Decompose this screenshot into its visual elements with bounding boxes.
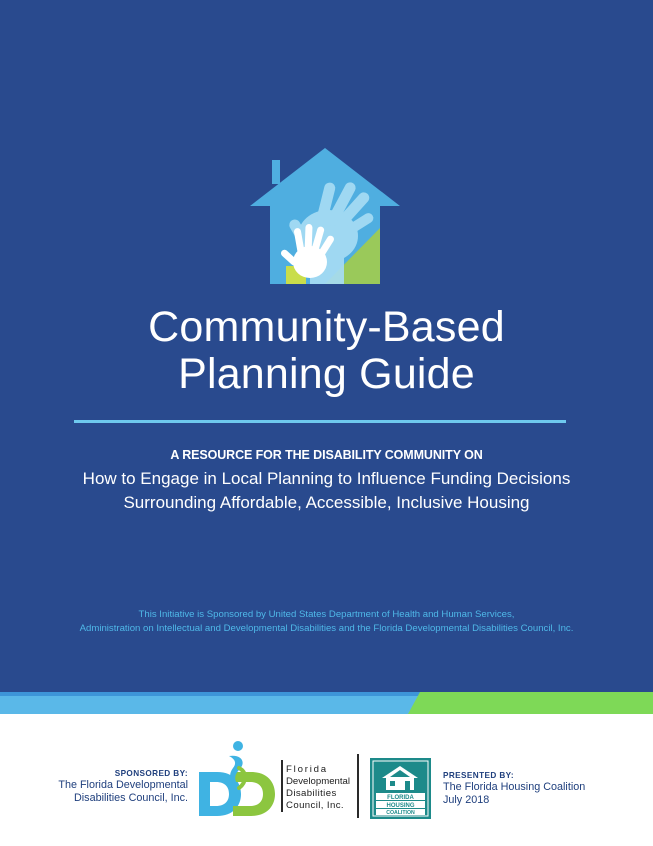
ddc-wordmark-line: Florida xyxy=(286,764,328,775)
ddc-wordmark-line: Developmental xyxy=(286,776,350,787)
sponsor-note xyxy=(0,608,653,636)
sponsor-name-line: The Florida Developmental xyxy=(58,779,188,791)
ddc-wordmark xyxy=(286,764,350,812)
title-line: Community-Based xyxy=(148,303,505,351)
footer xyxy=(0,714,653,846)
publication-date: July 2018 xyxy=(443,794,490,806)
presented-by-block xyxy=(443,770,643,807)
color-stripe xyxy=(0,692,653,714)
house-hands-logo-icon xyxy=(250,148,400,288)
svg-text:FLORIDA: FLORIDA xyxy=(387,794,414,801)
ddc-wordmark-line: Council, Inc. xyxy=(286,800,344,811)
svg-text:HOUSING: HOUSING xyxy=(386,802,415,809)
presented-label: PRESENTED BY: xyxy=(443,771,515,780)
sponsored-by-block xyxy=(40,768,188,805)
subtitle-line: Surrounding Affordable, Accessible, Inclusive Housing xyxy=(123,493,530,512)
sponsored-label: SPONSORED BY: xyxy=(114,769,188,778)
footer-divider xyxy=(357,754,359,818)
title-divider xyxy=(74,420,566,423)
sponsor-note-line: This Initiative is Sponsored by United States Department of Health and Human Services, xyxy=(138,609,515,620)
ddc-wordmark-line: Disabilities xyxy=(286,788,337,799)
page-title xyxy=(0,304,653,398)
florida-housing-coalition-logo-icon xyxy=(370,758,431,819)
svg-text:COALITION: COALITION xyxy=(386,810,415,817)
title-line: Planning Guide xyxy=(178,350,475,398)
sponsor-note-line: Administration on Intellectual and Developmental Disabilities and the Florida Developmental Disabilities Council, Inc. xyxy=(79,623,574,634)
subtitle xyxy=(0,467,653,515)
resource-kicker: A RESOURCE FOR THE DISABILITY COMMUNITY ON xyxy=(170,448,483,462)
subtitle-line: How to Engage in Local Planning to Influence Funding Decisions xyxy=(82,469,571,488)
florida-ddc-logo-icon xyxy=(195,738,277,818)
presenter-name: The Florida Housing Coalition xyxy=(443,781,586,793)
sponsor-name-line: Disabilities Council, Inc. xyxy=(73,792,188,804)
ddc-divider xyxy=(281,760,283,812)
